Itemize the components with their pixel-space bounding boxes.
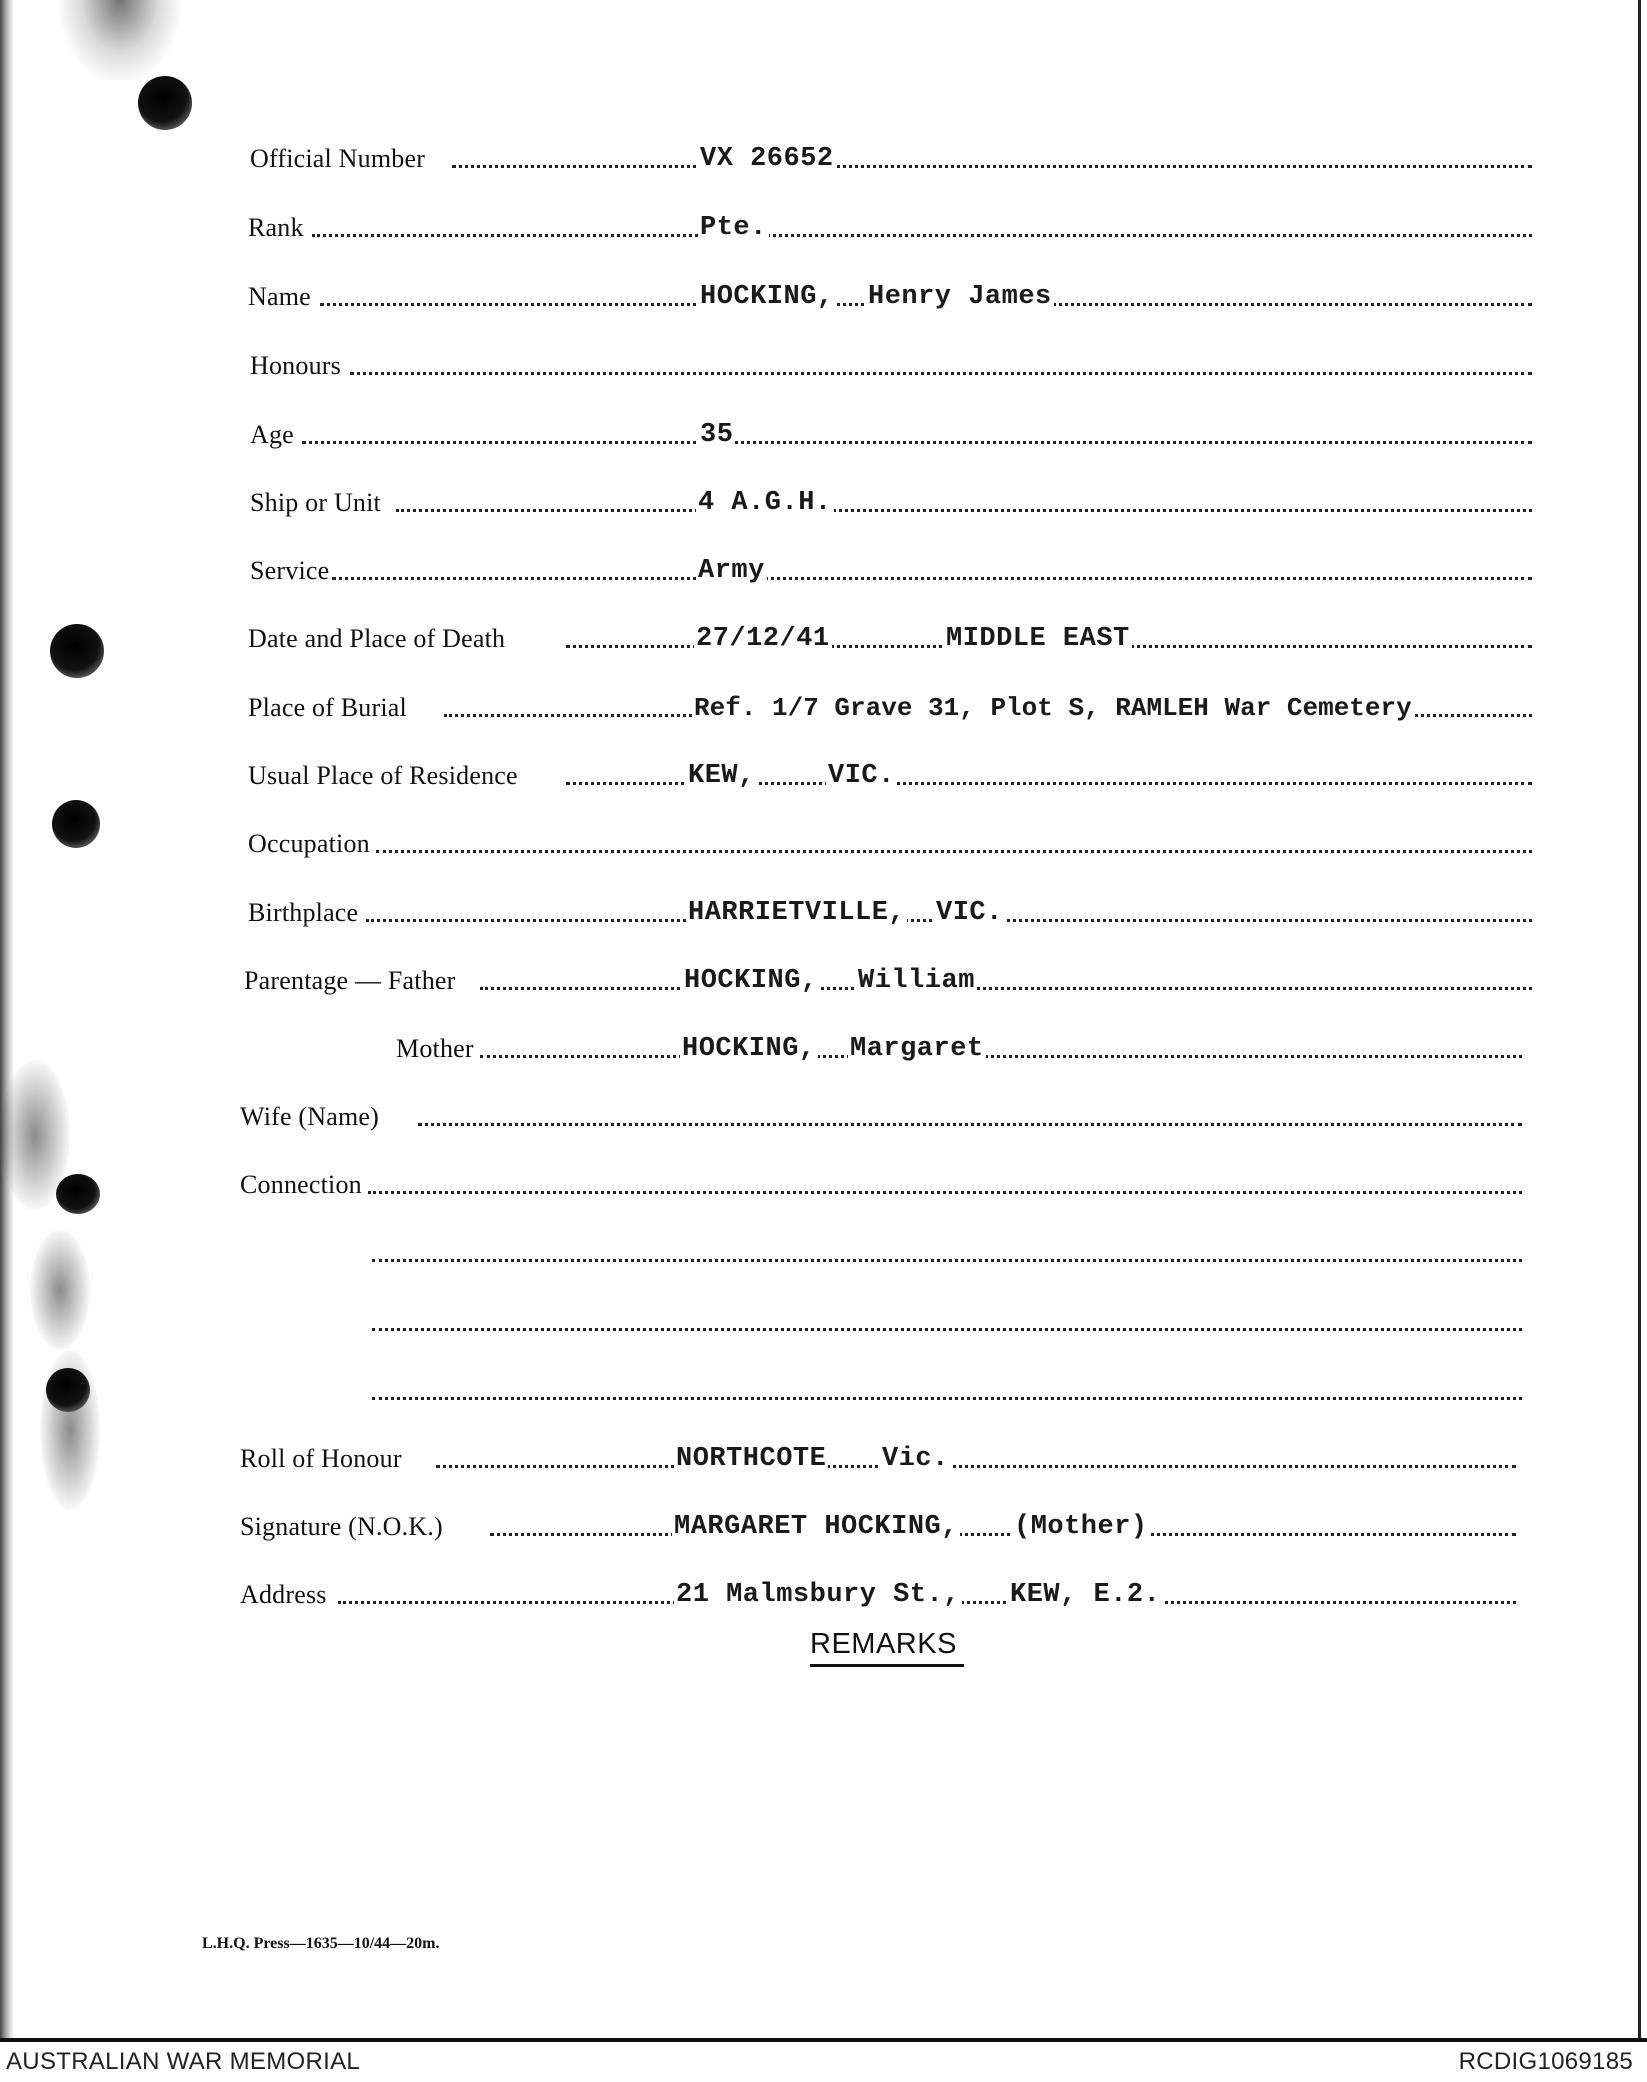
field-value: 21 Malmsbury St., (676, 1580, 960, 1610)
field-value-secondary: William (858, 966, 975, 996)
field-label: Rank (248, 213, 304, 242)
form-row-blank-2 (0, 1297, 1647, 1341)
field-label: Connection (240, 1170, 362, 1199)
field-label: Mother (396, 1034, 474, 1063)
bottom-border-line (0, 2038, 1647, 2042)
field-label: Official Number (250, 144, 426, 173)
field-value-secondary: (Mother) (1014, 1512, 1148, 1542)
field-label: Parentage — Father (244, 966, 456, 995)
form-row-residence (0, 751, 1647, 795)
dotted-leader (452, 165, 1532, 168)
field-label: Honours (250, 351, 341, 380)
dotted-leader (372, 1328, 1522, 1331)
field-label: Usual Place of Residence (248, 761, 518, 790)
dotted-leader (436, 1465, 1516, 1468)
field-value: Ref. 1/7 Grave 31, Plot S, RAMLEH War Cemetery (694, 693, 1412, 723)
form-row-mother (0, 1024, 1647, 1068)
footer-archive-name: AUSTRALIAN WAR MEMORIAL (6, 2048, 361, 2075)
form-row-signature (0, 1502, 1647, 1546)
field-value: HOCKING, (682, 1034, 816, 1064)
dotted-leader (480, 987, 1532, 990)
form-row-wife (0, 1092, 1647, 1136)
form-row-father (0, 956, 1647, 1000)
form-row-rank (0, 203, 1647, 247)
field-label: Date and Place of Death (248, 624, 506, 653)
form-row-blank-1 (0, 1228, 1647, 1272)
dotted-leader (490, 1533, 1516, 1536)
field-value-secondary: KEW, E.2. (1010, 1580, 1161, 1610)
dotted-leader (418, 1123, 1522, 1126)
field-value-secondary: MIDDLE EAST (946, 624, 1130, 654)
dotted-leader (376, 850, 1532, 853)
field-value: HOCKING, (700, 282, 834, 312)
form-row-burial (0, 683, 1647, 727)
dotted-leader (332, 577, 1532, 580)
remarks-heading: REMARKS (810, 1628, 957, 1660)
field-value-secondary: VIC. (828, 761, 895, 791)
form-row-birthplace (0, 888, 1647, 932)
field-label: Address (240, 1580, 327, 1609)
dotted-leader (372, 1259, 1522, 1262)
field-value: HOCKING, (684, 966, 818, 996)
form-row-occupation (0, 819, 1647, 863)
form-row-age (0, 410, 1647, 454)
form-row-roll-of-honour (0, 1434, 1647, 1478)
field-label: Service (250, 556, 330, 585)
field-value: Pte. (700, 213, 767, 243)
dotted-leader (368, 1191, 1522, 1194)
field-label: Birthplace (248, 898, 359, 927)
field-value-secondary: Margaret (850, 1034, 984, 1064)
punch-hole-1 (138, 76, 192, 130)
field-value: 35 (700, 420, 734, 450)
field-value: NORTHCOTE (676, 1444, 827, 1474)
form-row-honours (0, 341, 1647, 385)
field-label: Roll of Honour (240, 1444, 402, 1473)
form-row-address (0, 1570, 1647, 1614)
form-row-name (0, 272, 1647, 316)
form-row-connection (0, 1160, 1647, 1204)
dotted-leader (302, 441, 1532, 444)
field-label: Place of Burial (248, 693, 407, 722)
field-label: Name (248, 282, 311, 311)
field-label: Wife (Name) (240, 1102, 380, 1131)
form-row-official-number (0, 134, 1647, 178)
remarks-underline (810, 1664, 964, 1667)
field-value: 27/12/41 (696, 624, 830, 654)
field-value-secondary: VIC. (936, 898, 1003, 928)
form-row-ship-or-unit (0, 478, 1647, 522)
press-imprint: L.H.Q. Press—1635—10/44—20m. (202, 1935, 440, 1952)
field-label: Signature (N.O.K.) (240, 1512, 443, 1541)
dotted-leader (372, 1397, 1522, 1400)
footer-record-id: RCDIG1069185 (1458, 2048, 1633, 2075)
field-value: KEW, (688, 761, 755, 791)
field-value: 4 A.G.H. (698, 488, 832, 518)
field-label: Occupation (248, 829, 370, 858)
field-label: Age (250, 420, 294, 449)
field-value-secondary: Henry James (868, 282, 1052, 312)
field-value: VX 26652 (700, 144, 834, 174)
form-row-blank-3 (0, 1366, 1647, 1410)
field-label: Ship or Unit (250, 488, 381, 517)
field-value: HARRIETVILLE, (688, 898, 906, 928)
form-row-service (0, 546, 1647, 590)
field-value: MARGARET HOCKING, (674, 1512, 958, 1542)
dotted-leader (396, 509, 1532, 512)
dotted-leader (350, 372, 1532, 375)
field-value-secondary: Vic. (882, 1444, 949, 1474)
dotted-leader (480, 1055, 1522, 1058)
form-row-death (0, 614, 1647, 658)
field-value: Army (698, 556, 765, 586)
scan-top-smudge (60, 0, 180, 80)
dotted-leader (312, 234, 1532, 237)
